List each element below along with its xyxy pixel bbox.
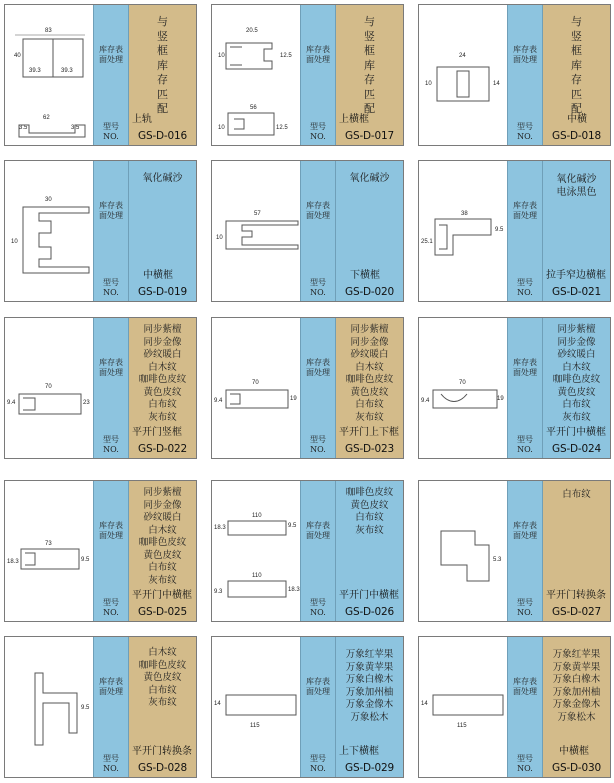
- product-card: [211, 4, 404, 146]
- dimension-label: 10: [216, 235, 223, 241]
- type-text: 型号: [103, 122, 119, 131]
- finish-list: [543, 324, 610, 424]
- no-text: NO.: [517, 288, 533, 297]
- finish-item: 配: [157, 102, 168, 115]
- product-code: GS-D-022: [138, 443, 187, 455]
- finish-item: 万象松木: [350, 711, 389, 723]
- dimension-label: 10: [11, 239, 18, 245]
- type-label: [301, 598, 335, 618]
- finish-item: 咖啡色皮纹: [138, 659, 187, 671]
- dimension-label: 3.5: [19, 125, 28, 131]
- dimension-label: 10: [425, 81, 432, 87]
- finish-item: 万象黄苹果: [552, 661, 601, 673]
- finish-item: 万象加州柚: [552, 686, 601, 698]
- product-name: 上下横框: [339, 746, 379, 757]
- profile-diagram: [419, 161, 507, 301]
- type-text: 型号: [103, 754, 119, 763]
- type-label: [94, 435, 128, 455]
- dimension-label: 18.3: [288, 587, 300, 593]
- type-label: [94, 754, 128, 774]
- finish-item: 存: [571, 73, 582, 86]
- finish-item: 白木纹: [355, 361, 384, 373]
- finish-heading: 库存表面处理: [99, 358, 123, 377]
- finish-item: 白布纹: [148, 399, 177, 410]
- type-text: 型号: [517, 278, 533, 287]
- dimension-label: 14: [493, 81, 500, 87]
- dimension-label: 9.4: [421, 398, 430, 404]
- dimension-label: 73: [45, 541, 52, 547]
- finish-heading: 库存表面处理: [513, 45, 537, 64]
- type-label: [508, 278, 542, 298]
- finish-panel: [543, 481, 610, 621]
- profile-diagram: [5, 318, 93, 458]
- type-label: [508, 598, 542, 618]
- dimension-label: 12.5: [280, 53, 292, 59]
- product-code: GS-D-023: [345, 443, 394, 455]
- product-code: GS-D-028: [138, 762, 187, 774]
- dimension-label: 57: [254, 211, 261, 217]
- dimension-label: 23: [83, 400, 90, 406]
- type-text: 型号: [103, 598, 119, 607]
- finish-panel: [129, 637, 196, 777]
- finish-item: 与: [571, 15, 582, 28]
- type-text: 型号: [310, 278, 326, 287]
- finish-item: 万象红苹果: [552, 649, 601, 660]
- type-text: 型号: [310, 435, 326, 444]
- finish-item: 白木纹: [148, 524, 177, 536]
- product-card: [4, 317, 197, 459]
- finish-item: 万象松木: [557, 711, 596, 723]
- finish-item: 万象白橡木: [552, 674, 601, 685]
- finish-item: 同步紫檀: [350, 324, 389, 335]
- dimension-label: 18.3: [214, 525, 226, 531]
- profile-diagram: [212, 637, 300, 777]
- finish-heading-strip: [93, 637, 129, 777]
- finish-item: 咖啡色皮纹: [345, 487, 394, 498]
- finish-panel: [129, 481, 196, 621]
- finish-heading-strip: [93, 5, 129, 145]
- finish-item: 配: [364, 102, 375, 115]
- finish-item: 白布纹: [148, 562, 177, 573]
- finish-list: [129, 324, 196, 424]
- type-text: 型号: [517, 598, 533, 607]
- finish-item: 同步金像: [143, 336, 182, 348]
- finish-item: 同步金像: [143, 499, 182, 511]
- product-card: [4, 160, 197, 302]
- finish-item: 万象金像木: [552, 699, 601, 710]
- dimension-label: 38: [461, 211, 468, 217]
- dimension-label: 9.5: [288, 523, 297, 529]
- no-text: NO.: [310, 445, 326, 454]
- no-text: NO.: [310, 132, 326, 141]
- dimension-label: 19: [290, 396, 297, 402]
- product-code: GS-D-017: [345, 130, 394, 142]
- finish-list: [543, 489, 610, 502]
- finish-heading-strip: [507, 481, 543, 621]
- dimension-label: 110: [252, 513, 262, 519]
- finish-item: 咖啡色皮纹: [345, 374, 394, 385]
- finish-panel: [543, 637, 610, 777]
- finish-item: 黄色皮纹: [143, 672, 182, 683]
- finish-list: [336, 15, 403, 117]
- finish-heading: 库存表面处理: [513, 677, 537, 696]
- product-card: [4, 4, 197, 146]
- dimension-label: 14: [421, 701, 428, 707]
- finish-heading: 库存表面处理: [99, 45, 123, 64]
- dimension-label: 9.4: [214, 398, 223, 404]
- dimension-label: 9.5: [495, 227, 504, 233]
- product-name: 上横框: [339, 114, 369, 125]
- finish-panel: [543, 318, 610, 458]
- finish-item: 黄色皮纹: [350, 499, 389, 511]
- dimension-label: 70: [459, 380, 466, 386]
- product-name: 中横: [567, 114, 587, 125]
- finish-item: 黄色皮纹: [143, 386, 182, 398]
- product-code: GS-D-021: [552, 286, 601, 298]
- finish-item: 万象金像木: [345, 699, 394, 710]
- product-code: GS-D-026: [345, 606, 394, 618]
- finish-list: [336, 649, 403, 724]
- no-text: NO.: [310, 288, 326, 297]
- product-card: [211, 636, 404, 778]
- dimension-label: 9.5: [81, 705, 90, 711]
- finish-heading: 库存表面处理: [306, 521, 330, 540]
- finish-heading-strip: [507, 161, 543, 301]
- dimension-label: 110: [252, 573, 262, 579]
- finish-list: [543, 173, 610, 199]
- dimension-label: 5.3: [493, 557, 502, 563]
- finish-item: 白布纹: [148, 684, 177, 696]
- finish-item: 灰布纹: [148, 411, 177, 423]
- dimension-label: 115: [250, 723, 260, 729]
- finish-item: 砂纹暖白: [557, 349, 596, 360]
- dimension-label: 3.5: [71, 125, 80, 131]
- finish-item: 竖: [364, 29, 375, 43]
- finish-heading-strip: [300, 161, 336, 301]
- finish-item: 白木纹: [148, 361, 177, 373]
- product-card: [4, 636, 197, 778]
- product-code: GS-D-020: [345, 286, 394, 298]
- finish-heading-strip: [93, 481, 129, 621]
- finish-item: 白木纹: [562, 361, 591, 373]
- finish-item: 氧化碱沙: [349, 173, 390, 184]
- finish-panel: [129, 161, 196, 301]
- profile-diagram: [212, 481, 300, 621]
- dimension-label: 56: [250, 105, 257, 111]
- finish-item: 黄色皮纹: [557, 386, 596, 398]
- finish-heading: 库存表面处理: [99, 677, 123, 696]
- finish-item: 黄色皮纹: [143, 549, 182, 561]
- finish-item: 同步紫檀: [557, 324, 596, 335]
- finish-heading: 库存表面处理: [513, 521, 537, 540]
- finish-heading-strip: [93, 161, 129, 301]
- no-text: NO.: [103, 764, 119, 773]
- no-text: NO.: [310, 608, 326, 617]
- type-label: [508, 754, 542, 774]
- finish-item: 白布纹: [562, 489, 591, 500]
- finish-item: 竖: [157, 29, 168, 43]
- profile-diagram: [5, 637, 93, 777]
- type-text: 型号: [517, 754, 533, 763]
- finish-heading-strip: [300, 481, 336, 621]
- profile-diagram: [5, 161, 93, 301]
- product-code: GS-D-030: [552, 762, 601, 774]
- finish-item: 匹: [157, 87, 168, 101]
- dimension-label: 83: [45, 28, 52, 34]
- finish-item: 库: [364, 58, 375, 72]
- finish-panel: [336, 318, 403, 458]
- product-name: 平开门上下框: [339, 427, 399, 438]
- type-label: [94, 278, 128, 298]
- finish-item: 框: [157, 44, 168, 57]
- dimension-label: 115: [457, 723, 467, 729]
- finish-item: 灰布纹: [562, 411, 591, 423]
- finish-item: 灰布纹: [355, 411, 384, 423]
- product-name: 拉手窄边横框: [546, 270, 606, 281]
- finish-item: 匹: [571, 87, 582, 101]
- finish-panel: [543, 161, 610, 301]
- finish-item: 白布纹: [355, 512, 384, 523]
- finish-item: 配: [571, 102, 582, 115]
- product-name: 平开门转换条: [546, 590, 606, 601]
- finish-item: 存: [364, 73, 375, 86]
- product-code: GS-D-029: [345, 762, 394, 774]
- finish-item: 同步紫檀: [143, 487, 182, 498]
- finish-heading-strip: [93, 318, 129, 458]
- finish-heading: 库存表面处理: [99, 521, 123, 540]
- finish-item: 万象红苹果: [345, 649, 394, 660]
- product-card: [418, 480, 611, 622]
- finish-heading-strip: [507, 637, 543, 777]
- type-text: 型号: [517, 122, 533, 131]
- finish-item: 库: [157, 58, 168, 72]
- product-card: [418, 4, 611, 146]
- finish-panel: [336, 637, 403, 777]
- finish-list: [336, 324, 403, 424]
- dimension-label: 30: [45, 197, 52, 203]
- no-text: NO.: [103, 288, 119, 297]
- finish-heading: 库存表面处理: [306, 201, 330, 220]
- product-code: GS-D-025: [138, 606, 187, 618]
- finish-item: 黄色皮纹: [350, 386, 389, 398]
- type-text: 型号: [103, 435, 119, 444]
- finish-heading-strip: [300, 637, 336, 777]
- dimension-label: 10: [218, 53, 225, 59]
- finish-item: 与: [157, 15, 168, 28]
- finish-item: 框: [571, 44, 582, 57]
- finish-list: [543, 649, 610, 724]
- product-name: 上轨: [132, 114, 152, 125]
- dimension-label: 12.5: [276, 125, 288, 131]
- no-text: NO.: [103, 132, 119, 141]
- profile-diagram: [212, 161, 300, 301]
- finish-panel: [336, 5, 403, 145]
- type-text: 型号: [103, 278, 119, 287]
- finish-list: [129, 15, 196, 117]
- type-text: 型号: [310, 122, 326, 131]
- finish-heading: 库存表面处理: [99, 201, 123, 220]
- product-name: 平开门中横框: [339, 590, 399, 601]
- product-card: [418, 317, 611, 459]
- type-text: 型号: [310, 754, 326, 763]
- product-code: GS-D-024: [552, 443, 601, 455]
- dimension-label: 9.3: [214, 589, 223, 595]
- finish-item: 咖啡色皮纹: [138, 537, 187, 548]
- dimension-label: 20.5: [246, 28, 258, 34]
- profile-diagram: [419, 318, 507, 458]
- dimension-label: 70: [45, 384, 52, 390]
- finish-item: 同步金像: [350, 336, 389, 348]
- dimension-label: 9.5: [81, 557, 90, 563]
- finish-heading-strip: [300, 5, 336, 145]
- finish-item: 匹: [364, 87, 375, 101]
- no-text: NO.: [103, 608, 119, 617]
- product-name: 中横框: [143, 270, 173, 281]
- finish-item: 灰布纹: [355, 524, 384, 536]
- no-text: NO.: [517, 132, 533, 141]
- type-label: [508, 122, 542, 142]
- finish-panel: [336, 481, 403, 621]
- product-name: 平开门中横框: [132, 590, 192, 601]
- product-code: GS-D-016: [138, 130, 187, 142]
- dimension-label: 19: [497, 396, 504, 402]
- no-text: NO.: [517, 764, 533, 773]
- type-label: [94, 598, 128, 618]
- finish-item: 同步金像: [557, 336, 596, 348]
- profile-diagram: [5, 481, 93, 621]
- dimension-label: 39.3: [61, 68, 73, 74]
- finish-heading-strip: [507, 318, 543, 458]
- dimension-label: 40: [14, 53, 21, 59]
- finish-item: 砂纹暖白: [350, 349, 389, 360]
- finish-heading: 库存表面处理: [306, 677, 330, 696]
- product-card: [211, 480, 404, 622]
- finish-panel: [543, 5, 610, 145]
- type-label: [301, 122, 335, 142]
- finish-list: [129, 173, 196, 186]
- dimension-label: 25.1: [421, 239, 433, 245]
- product-card: [211, 317, 404, 459]
- finish-item: 与: [364, 15, 375, 28]
- finish-list: [129, 487, 196, 587]
- no-text: NO.: [103, 445, 119, 454]
- profile-diagram: [212, 318, 300, 458]
- no-text: NO.: [517, 445, 533, 454]
- product-code: GS-D-027: [552, 606, 601, 618]
- finish-item: 竖: [571, 29, 582, 43]
- finish-item: 存: [157, 73, 168, 86]
- finish-item: 咖啡色皮纹: [552, 374, 601, 385]
- product-code: GS-D-019: [138, 286, 187, 298]
- finish-list: [129, 647, 196, 710]
- finish-item: 库: [571, 58, 582, 72]
- finish-panel: [129, 5, 196, 145]
- finish-panel: [336, 161, 403, 301]
- profile-diagram: [419, 637, 507, 777]
- dimension-label: 62: [43, 115, 50, 121]
- no-text: NO.: [310, 764, 326, 773]
- finish-item: 白布纹: [562, 399, 591, 410]
- type-label: [508, 435, 542, 455]
- product-card: [4, 480, 197, 622]
- dimension-label: 18.3: [7, 559, 19, 565]
- finish-list: [336, 487, 403, 537]
- finish-heading: 库存表面处理: [513, 358, 537, 377]
- finish-item: 氧化碱沙: [556, 174, 597, 185]
- profile-diagram: [212, 5, 300, 145]
- finish-item: 电泳黑色: [556, 187, 597, 198]
- dimension-label: 10: [218, 125, 225, 131]
- finish-panel: [129, 318, 196, 458]
- dimension-label: 9.4: [7, 400, 16, 406]
- product-name: 平开门转换条: [132, 746, 192, 757]
- finish-heading: 库存表面处理: [513, 201, 537, 220]
- finish-item: 万象白橡木: [345, 674, 394, 685]
- finish-item: 框: [364, 44, 375, 57]
- finish-list: [336, 173, 403, 186]
- product-name: 平开门中横框: [546, 427, 606, 438]
- finish-item: 灰布纹: [148, 574, 177, 586]
- product-name: 平开门竖框: [132, 427, 182, 438]
- finish-item: 万象黄苹果: [345, 661, 394, 673]
- finish-heading: 库存表面处理: [306, 358, 330, 377]
- finish-item: 白布纹: [355, 399, 384, 410]
- dimension-label: 39.3: [29, 68, 41, 74]
- profile-diagram: [419, 5, 507, 145]
- no-text: NO.: [517, 608, 533, 617]
- type-label: [301, 754, 335, 774]
- type-label: [301, 278, 335, 298]
- product-card: [418, 636, 611, 778]
- dimension-label: 24: [459, 53, 466, 59]
- finish-item: 氧化碱沙: [142, 173, 183, 184]
- type-text: 型号: [517, 435, 533, 444]
- product-card: [211, 160, 404, 302]
- finish-item: 咖啡色皮纹: [138, 374, 187, 385]
- product-name: 下横框: [350, 270, 380, 281]
- product-card: [418, 160, 611, 302]
- finish-item: 砂纹暖白: [143, 512, 182, 523]
- finish-heading: 库存表面处理: [306, 45, 330, 64]
- dimension-label: 70: [252, 380, 259, 386]
- finish-item: 白木纹: [148, 647, 177, 658]
- finish-heading-strip: [300, 318, 336, 458]
- product-name: 中横框: [559, 746, 589, 757]
- finish-list: [543, 15, 610, 117]
- finish-heading-strip: [507, 5, 543, 145]
- profile-diagram: [419, 481, 507, 621]
- finish-item: 灰布纹: [148, 697, 177, 708]
- type-text: 型号: [310, 598, 326, 607]
- profile-diagram: [5, 5, 93, 145]
- finish-item: 同步紫檀: [143, 324, 182, 335]
- dimension-label: 14: [214, 701, 221, 707]
- finish-item: 万象加州柚: [345, 686, 394, 698]
- finish-item: 砂纹暖白: [143, 349, 182, 360]
- type-label: [94, 122, 128, 142]
- product-code: GS-D-018: [552, 130, 601, 142]
- type-label: [301, 435, 335, 455]
